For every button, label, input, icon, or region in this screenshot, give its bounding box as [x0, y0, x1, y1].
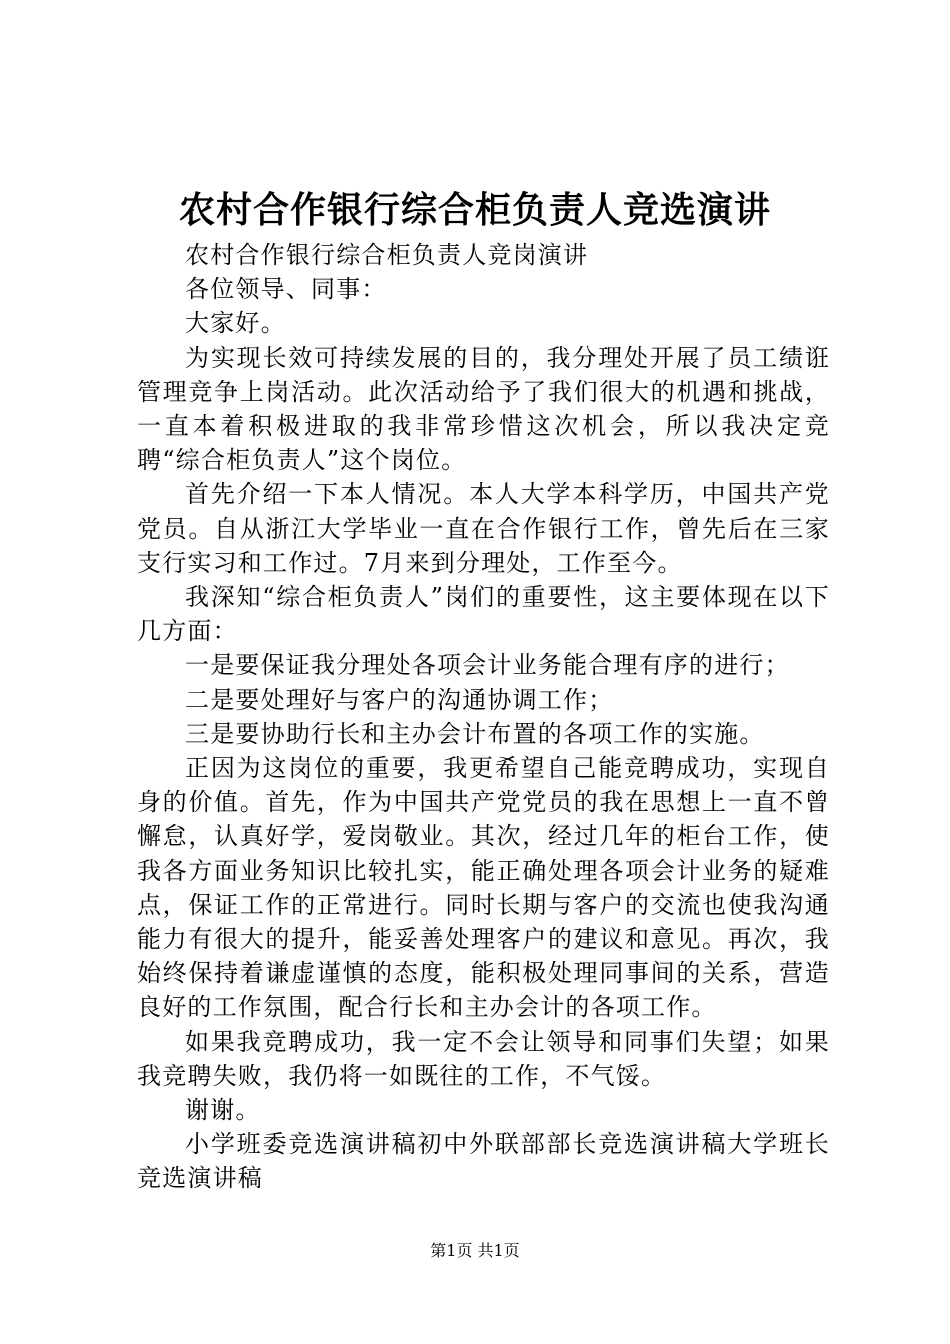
self-intro-paragraph: 首先介绍一下本人情况。本人大学本科学历，中国共产党党员。自从浙江大学毕业一直在合作银行工作，曾先后在三家支行实习和工作过。7月来到分理处，工作至今。 [137, 480, 830, 577]
importance-paragraph: 我深知“综合柜负责人”岗们的重要性，这主要体现在以下几方面： [137, 583, 830, 646]
intro-paragraph: 为实现长效可持续发展的目的，我分理处开展了员工绩诳管理竞争上岗活动。此次活动给予了我们很大的机遇和挑战，一直本着积极进取的我非常珍惜这次机会，所以我决定竞聘“综合柜负责人”这个岗位。 [137, 343, 830, 475]
commitment-paragraph: 如果我竞聘成功，我一定不会让领导和同事们失望；如果我竞聘失败，我仍将一如既往的工作，不气馁。 [137, 1027, 830, 1090]
page-footer: 第1页 共1页 [430, 1241, 520, 1260]
point-two-paragraph: 二是要处理好与客户的沟通协调工作； [185, 685, 614, 714]
qualifications-paragraph: 正因为这岗位的重要，我更希望自己能竞聘成功，实现自身的价值。首先，作为中国共产党党员的我在思想上一直不曾懈怠，认真好学，爱岗敬业。其次，经过几年的柜台工作，使我各方面业务知识比较扎实，能正确处理各项会计业务的疑难点，保证工作的正常进行。同时长期与客户的交流也使我沟通能力有很大的提升，能妥善处理客户的建议和意见。再次，我始终保持着谦虚谨慎的态度，能积极处理同事间的关系，营造良好的工作氛围，配合行长和主办会计的各项工作。 [137, 754, 830, 1022]
related-links-paragraph: 小学班委竞选演讲稿初中外联部部长竞选演讲稿大学班长竞选演讲稿 [137, 1130, 830, 1193]
subtitle-paragraph: 农村合作银行综合柜负责人竞岗演讲 [185, 241, 589, 269]
greeting-paragraph: 大家好。 [185, 309, 286, 338]
page-title: 农村合作银行综合柜负责人竞选演讲 [178, 189, 771, 231]
salutation-paragraph: 各位领导、同事： [185, 275, 387, 304]
document-body [137, 238, 830, 1196]
point-one-paragraph: 一是要保证我分理处各项会计业务能合理有序的进行； [185, 651, 790, 680]
point-three-paragraph: 三是要协助行长和主办会计布置的各项工作的实施。 [185, 719, 765, 748]
thanks-paragraph: 谢谢。 [185, 1096, 261, 1125]
